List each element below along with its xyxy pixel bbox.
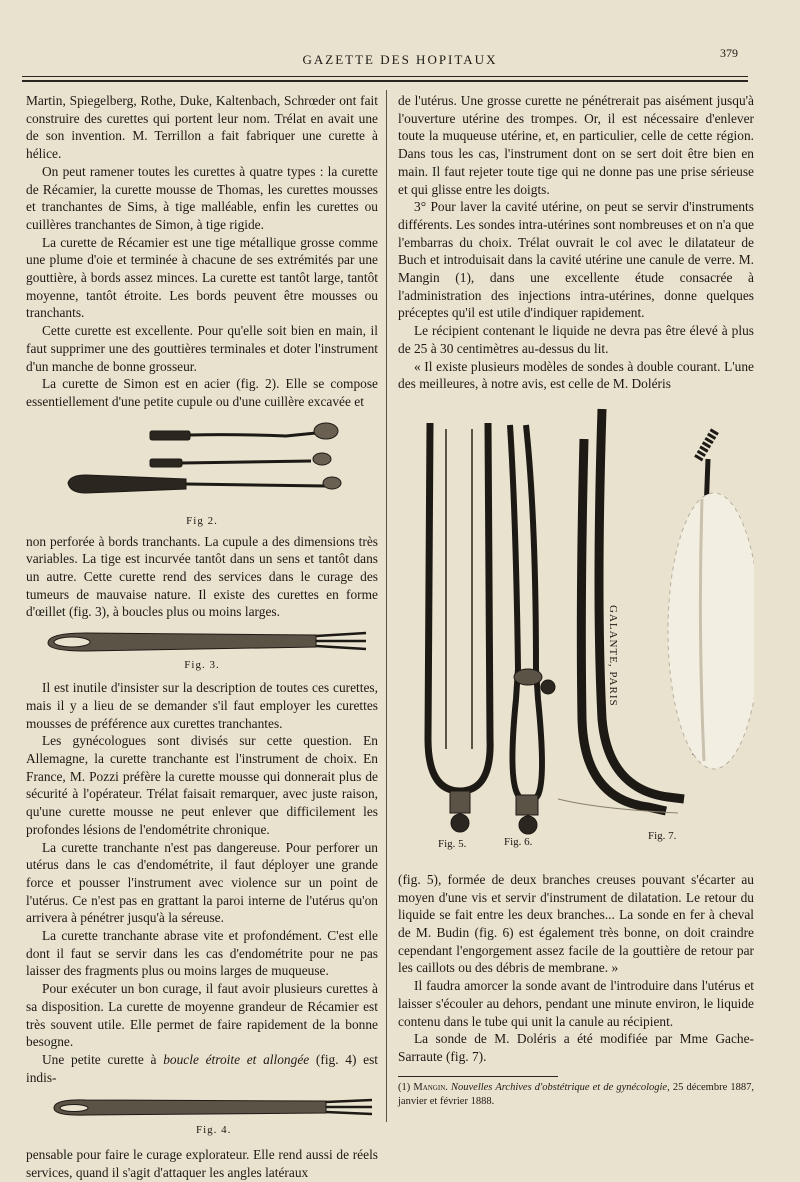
- paragraph: Le récipient contenant le liquide ne devra pas être élevé à plus de 25 à 30 centimètres au-dessus du lit.: [398, 323, 754, 356]
- footnote: [398, 1081, 754, 1109]
- paragraph: de l'utérus. Une grosse curette ne pénétrerait pas aisément jusqu'à l'ouverture utérine des trompes. Or, il est nécessaire d'enlever toute la muqueuse utérine, et, en particulier, celle de cette région. Dans tous les cas, l'instrument dont on se sert doit être bien en main. Il faut rejeter toute tige qui ne donne pas une prise sérieuse et qui glisse entre les doigts.: [398, 93, 754, 197]
- footnote-number: (1): [398, 1081, 414, 1093]
- paragraph: Il faudra amorcer la sonde avant de l'introduire dans l'utérus et laisser s'écouler au dehors, pendant une minute environ, le liquide contenu dans le tube qui unit la canule au récipient.: [398, 978, 754, 1029]
- paragraph: La curette de Récamier est une tige métallique grosse comme une plume d'oie et terminée à chacune de ses extrémités par une gouttière, à bords assez minces. La curette est tantôt large, tantôt moyenne, tantôt étroite. Les bords peuvent être mousses ou tranchants.: [26, 234, 378, 321]
- paragraph: On peut ramener toutes les curettes à quatre types : la curette de Récamier, la curette mousse de Thomas, les curettes mousses et tranchantes de Sims, à tige malléable, enfin les curettes ou cuillères tranchantes de Simon, à tige rigide.: [26, 163, 378, 232]
- maker-mark: GALANTE, PARIS: [607, 604, 619, 707]
- figure-5-caption: Fig. 5.: [438, 837, 467, 850]
- paragraph: pensable pour faire le curage explorateur. Elle rend aussi de réels services, quand il s'agit d'attaquer les angles latéraux: [26, 1147, 378, 1181]
- figure-7-caption: Fig. 7.: [648, 829, 677, 842]
- footnote-date: 25 décembre 1887, janvier et février 1888.: [398, 1081, 754, 1107]
- header-rule-thick: [22, 80, 748, 82]
- figure-3-caption: Fig. 3.: [184, 659, 220, 672]
- text-run: Une petite curette à: [42, 1051, 164, 1067]
- paragraph: La curette de Simon est en acier (fig. 2). Elle se compose essentiellement d'une petite cupule ou d'une cuillère excavée et: [26, 376, 378, 409]
- figure-3: [26, 627, 378, 675]
- loop-curette-illustration: [26, 1092, 378, 1122]
- running-head: GAZETTE DES HOPITAUX: [302, 52, 498, 67]
- paragraph: « Il existe plusieurs modèles de sondes à double courant. L'une des meilleures, à notre avis, est celle de M. Doléris: [398, 358, 754, 392]
- paragraph: Martin, Spiegelberg, Rothe, Duke, Kaltenbach, Schrœder ont fait construire des curettes qui portent leur nom. Trélat en avait une de son invention. M. Terrillon a fait fabriquer une curette à hélice.: [26, 93, 378, 162]
- figure-2-caption: Fig 2.: [186, 514, 218, 527]
- figures-5-6-7: [398, 399, 754, 867]
- text-run: (fig. 4) est indis-: [26, 1051, 379, 1085]
- figure-4: [26, 1092, 378, 1142]
- paragraph: La curette tranchante n'est pas dangereuse. Pour perforer un utérus dans le cas d'endométrite, il faut déployer une grande force et pousser l'instrument avec violence sur un point de l'utérus. Ce n'est pas en grattant la paroi interne de l'utérus qu'on arrivera à pénétrer jusqu'à la séreuse.: [26, 839, 378, 926]
- figure-2: [26, 417, 378, 529]
- page-number: 379: [720, 46, 738, 60]
- paragraph: Cette curette est excellente. Pour qu'elle soit bien en main, il faut supprimer une des gouttières terminales et doter l'instrument d'un manche de bonne grosseur.: [26, 323, 378, 374]
- paragraph: La curette tranchante abrase vite et profondément. C'est elle dont il faut se servir dans les cas d'endométrite pour ne pas laisser des fragments plus ou moins larges de muqueuse.: [26, 928, 378, 979]
- irrigation-cannulas-illustration: [398, 399, 754, 851]
- footnote-rule: [398, 1076, 558, 1077]
- paragraph: 3° Pour laver la cavité utérine, on peut se servir d'instruments différents. Les sondes intra-utérines sont nombreuses et on n'a que l'embarras du choix. Trélat ouvrait le col avec le dilatateur de Buch et introduisait dans la cavité utérine une canule de verre. M. Mangin (1), dans une excellente étude consacrée à l'administration des injections intra-utérines, donne quelques préceptes qu'il est utile d'indiquer rapidement.: [398, 199, 754, 321]
- footnote-title: Nouvelles Archives d'obstétrique et de gynécologie,: [447, 1081, 670, 1093]
- paragraph: Il est inutile d'insister sur la description de toutes ces curettes, mais il y a lieu de se demander s'il faut employer les curettes mousses de préférence aux curettes tranchantes.: [26, 680, 378, 731]
- figure-6-caption: Fig. 6.: [504, 835, 533, 848]
- paragraph: Les gynécologues sont divisés sur cette question. En Allemagne, la curette tranchante est l'instrument de choix. En France, M. Pozzi préfère la curette mousse qui donnerait plus de sécurité à l'opérateur. Trélat faisait remarquer, avec juste raison, qu'une curette mousse ne peut enlever que difficilement les profondes lésions de l'endométrite chronique.: [26, 733, 378, 837]
- curettes-illustration: [26, 417, 378, 513]
- italic-run: boucle étroite et allongée: [163, 1051, 310, 1067]
- header-rule-thin: [22, 76, 748, 77]
- paragraph: Pour exécuter un bon curage, il faut avoir plusieurs curettes à sa disposition. La curette de moyenne grandeur de Récamier est très souvent utile. Elle permet de faire rapidement de la bonne besogne.: [26, 981, 378, 1050]
- paragraph: La sonde de M. Doléris a été modifiée par Mme Gache-Sarraute (fig. 7).: [398, 1031, 754, 1064]
- figure-4-caption: Fig. 4.: [196, 1124, 232, 1137]
- right-column: [398, 92, 754, 1109]
- left-column: [26, 92, 378, 1182]
- column-divider: [386, 90, 387, 1122]
- eyelet-curette-illustration: [26, 627, 378, 657]
- footnote-author: Mangin.: [413, 1081, 448, 1093]
- paragraph: (fig. 5), formée de deux branches creuses pouvant s'écarter au moyen d'une vis et servir d'instrument de dilatation. Le retour du liquide se fait entre les deux branches... La sonde en fer à cheval de M. Budin (fig. 6) est également très bonne, on doit craindre cependant l'engorgement assez facile de la gouttière de retour par les caillots ou des débris de membrane. »: [398, 871, 754, 976]
- paragraph: non perforée à bords tranchants. La cupule a des dimensions très variables. La tige est incurvée tantôt dans un sens et tantôt dans un autre. Cette curette rend des services dans le curage des tumeurs de mauvaise nature. Il existe des curettes en forme d'œillet (fig. 3), à boucles plus ou moins larges.: [26, 533, 378, 620]
- paragraph: [26, 1051, 378, 1086]
